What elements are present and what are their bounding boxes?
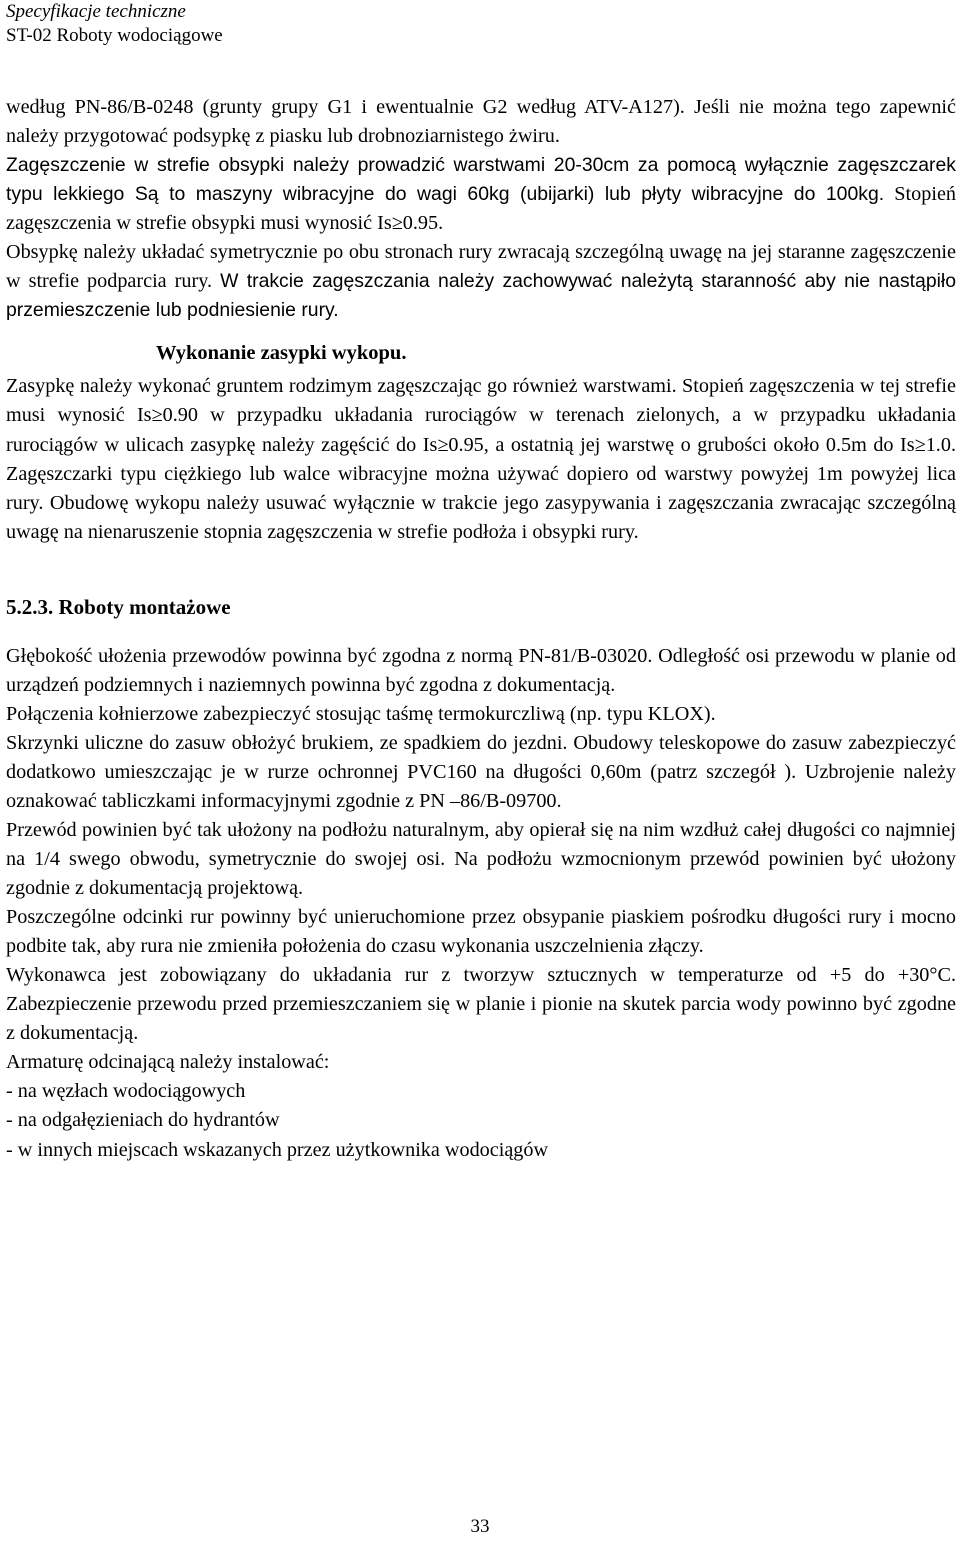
paragraph-compaction — [6, 151, 956, 238]
paragraph-compaction-sans: Zagęszczenie w strefie obsypki należy prowadzić warstwami 20-30cm za pomocą wyłącznie zagęszczarek typu lekkiego Są to maszyny wibracyjne do wagi 60kg (ubijarki) lub płyty wibracyjne do 100kg. — [6, 154, 956, 206]
section-spacer — [6, 622, 956, 642]
paragraph-symmetric-laying-sans: W trakcie zagęszczania należy zachowywać należytą staranność aby nie nastąpiło przemieszczenie lub podniesienie rury. — [6, 270, 957, 322]
paragraph-temperature: Wykonawca jest zobowiązany do układania rur z tworzyw sztucznych w temperaturze od +5 do +30°C. Zabezpieczenie przewodu przed przemieszczaniem się w planie i pionie na skutek parcia wody powinno być zgodne z dokumentacją. — [6, 964, 956, 1045]
paragraph-flange: Połączenia kołnierzowe zabezpieczyć stosując taśmę termokurczliwą (np. typu KLOX). — [6, 702, 716, 725]
list-item: - na odgałęzieniach do hydrantów — [6, 1109, 280, 1132]
paragraph-valves: Armaturę odcinającą należy instalować: — [6, 1051, 330, 1074]
document-body — [6, 93, 956, 1165]
list-item: - na węzłach wodociągowych — [6, 1080, 246, 1103]
subheading-backfill: Wykonanie zasypki wykopu. — [156, 342, 407, 365]
paragraph-pipe-fixing: Poszczególne odcinki rur powinny być unieruchomione przez obsypanie piaskiem pośrodku długości rury i mocno podbite tak, aby rura nie zmieniła położenia do czasu wykonania uszczelnienia złączy. — [6, 906, 956, 958]
list-item: - w innych miejscach wskazanych przez użytkownika wodociągów — [6, 1138, 549, 1161]
paragraph-compaction-tail: Stopień zagęszczenia w strefie obsypki musi wynosić Is≥0.95. — [6, 183, 956, 235]
paragraph-street-boxes: Skrzynki uliczne do zasuw obłożyć brukiem, ze spadkiem do jezdni. Obudowy teleskopowe do zasuw zabezpieczyć dodatkowo umieszczając je w rurze ochronnej PVC160 na długości 0,60m (patrz szczegół ). Uzbrojenie należy oznakować tabliczkami informacyjnymi zgodnie z PN –86/B-09700. — [6, 731, 956, 812]
page-header — [6, 0, 223, 48]
paragraph-symmetric-laying — [6, 238, 956, 325]
paragraph-depth: Głębokość ułożenia przewodów powinna być zgodna z normą PN-81/B-03020. Odległość osi przewodu w planie od urządzeń podziemnych i naziemnych powinna być zgodna z dokumentacją. — [6, 644, 956, 696]
paragraph-symmetric-laying-text: Obsypkę należy układać symetrycznie po obu stronach rury zwracają szczególną uwagę na jej staranne zagęszczenie w strefie podparcia rury. — [6, 241, 956, 293]
header-title: Specyfikacje techniczne — [6, 1, 186, 22]
page-number: 33 — [470, 1516, 490, 1537]
header-subtitle: ST-02 Roboty wodociągowe — [6, 25, 223, 46]
paragraph-backfill: Zasypkę należy wykonać gruntem rodzimym zagęszczając go również warstwami. Stopień zagęszczenia w tej strefie musi wynosić Is≥0.90 w przypadku układania rurociągów w terenach zielonych, a w przypadku układania rurociągów w ulicach zasypkę należy zagęścić do Is≥0.95, a ostatnią jej warstwę o grubości około 0.5m do Is≥1.0. Zagęszczarki typu ciężkiego lub walce wibracyjne można używać dopiero od warstwy powyżej 1m powyżej lica rury. Obudowę wykopu należy usuwać wyłącznie w trakcie jego zasypywania i zagęszczania zwracając szczególną uwagę na nienaruszenie stopnia zagęszczenia w strefie podłoża i obsypki rury. — [6, 375, 956, 543]
valve-location-list — [6, 1077, 956, 1164]
paragraph-bedding: według PN-86/B-0248 (grunty grupy G1 i ewentualnie G2 według ATV-A127). Jeśli nie można tego zapewnić należy przygotować podsypkę z piasku lub drobnoziarnistego żwiru. — [6, 96, 956, 148]
section-title-assembly: 5.2.3. Roboty montażowe — [6, 594, 231, 619]
paragraph-pipe-support: Przewód powinien być tak ułożony na podłożu naturalnym, aby opierał się na nim wzdłuż całej długości co najmniej na 1/4 swego obwodu, symetrycznie do swojej osi. Na podłożu wzmocnionym przewód powinien być ułożony zgodnie z dokumentacją projektową. — [6, 818, 956, 900]
